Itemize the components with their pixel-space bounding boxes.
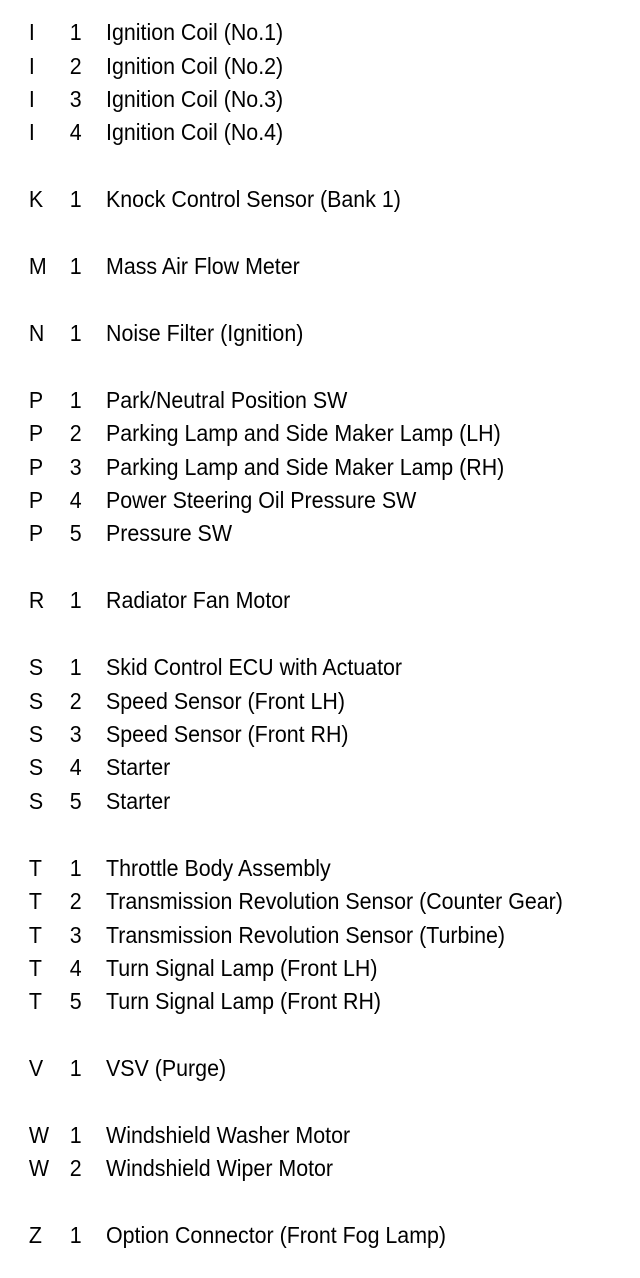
connector-name: Windshield Wiper Motor — [106, 1155, 334, 1182]
connector-row — [0, 1219, 595, 1252]
connector-number: 2 — [69, 420, 82, 447]
connector-code: S — [28, 721, 44, 748]
connector-code: I — [28, 19, 35, 46]
connector-row — [0, 317, 595, 350]
connector-row — [0, 16, 595, 49]
connector-name: Speed Sensor (Front LH) — [106, 687, 345, 714]
connector-code: Z — [28, 1222, 42, 1249]
connector-code: W — [28, 1122, 50, 1149]
connector-code: R — [28, 587, 45, 614]
connector-number: 1 — [69, 19, 82, 46]
connector-name: Starter — [106, 754, 171, 781]
connector-name: Starter — [106, 787, 171, 814]
connector-number: 5 — [69, 988, 82, 1015]
connector-group-p — [0, 384, 640, 551]
connector-row — [0, 852, 595, 885]
connector-code: N — [28, 320, 45, 347]
connector-code: S — [28, 687, 44, 714]
connector-row — [0, 517, 595, 550]
connector-code: S — [28, 654, 44, 681]
connector-row — [0, 584, 595, 617]
connector-name: Radiator Fan Motor — [106, 587, 291, 614]
connector-number: 1 — [69, 386, 82, 413]
connector-name: Parking Lamp and Side Maker Lamp (RH) — [106, 453, 505, 480]
connector-number: 1 — [69, 587, 82, 614]
connector-name: Turn Signal Lamp (Front RH) — [106, 988, 382, 1015]
connector-group-i — [0, 16, 640, 150]
connector-code: I — [28, 52, 35, 79]
connector-row — [0, 985, 595, 1018]
connector-name: Knock Control Sensor (Bank 1) — [106, 186, 401, 213]
connector-number: 3 — [69, 921, 82, 948]
connector-name: Transmission Revolution Sensor (Turbine) — [106, 921, 506, 948]
connector-row — [0, 83, 595, 116]
connector-name: Ignition Coil (No.3) — [106, 85, 284, 112]
connector-code: M — [28, 253, 47, 280]
connector-number: 5 — [69, 787, 82, 814]
connector-row — [0, 116, 595, 149]
connector-name: Option Connector (Front Fog Lamp) — [106, 1222, 447, 1249]
connector-row — [0, 651, 595, 684]
connector-name: Ignition Coil (No.2) — [106, 52, 284, 79]
connector-row — [0, 49, 595, 82]
connector-number: 1 — [69, 654, 82, 681]
connector-row — [0, 785, 595, 818]
connector-row — [0, 250, 595, 283]
connector-code: P — [28, 520, 44, 547]
connector-row — [0, 718, 595, 751]
connector-group-m — [0, 250, 640, 283]
connector-row — [0, 451, 595, 484]
connector-number: 5 — [69, 520, 82, 547]
connector-row — [0, 484, 595, 517]
connector-row — [0, 384, 595, 417]
connector-name: Mass Air Flow Meter — [106, 253, 300, 280]
connector-group-s — [0, 651, 640, 818]
connector-group-z — [0, 1219, 640, 1252]
connector-list — [0, 16, 640, 1253]
connector-name: Park/Neutral Position SW — [106, 386, 348, 413]
connector-group-k — [0, 183, 640, 216]
connector-name: Ignition Coil (No.1) — [106, 19, 284, 46]
connector-row — [0, 751, 595, 784]
connector-name: Pressure SW — [106, 520, 233, 547]
connector-group-n — [0, 317, 640, 350]
connector-number: 1 — [69, 854, 82, 881]
connector-code: P — [28, 487, 44, 514]
connector-group-v — [0, 1052, 640, 1085]
connector-row — [0, 417, 595, 450]
connector-name: Ignition Coil (No.4) — [106, 119, 284, 146]
connector-number: 2 — [69, 888, 82, 915]
connector-code: T — [28, 921, 42, 948]
connector-number: 1 — [69, 1122, 82, 1149]
connector-code: P — [28, 386, 44, 413]
connector-number: 4 — [69, 119, 82, 146]
connector-code: S — [28, 787, 44, 814]
connector-code: K — [28, 186, 44, 213]
connector-code: V — [28, 1055, 44, 1082]
connector-code: T — [28, 854, 42, 881]
connector-name: Windshield Washer Motor — [106, 1122, 351, 1149]
connector-row — [0, 952, 595, 985]
connector-number: 1 — [69, 253, 82, 280]
connector-code: T — [28, 888, 42, 915]
connector-row — [0, 684, 595, 717]
connector-row — [0, 1152, 595, 1185]
connector-code: W — [28, 1155, 50, 1182]
connector-number: 1 — [69, 1055, 82, 1082]
connector-name: Turn Signal Lamp (Front LH) — [106, 954, 378, 981]
connector-group-r — [0, 584, 640, 617]
connector-name: Speed Sensor (Front RH) — [106, 721, 349, 748]
connector-group-w — [0, 1119, 640, 1186]
connector-name: Transmission Revolution Sensor (Counter Gear) — [106, 888, 563, 915]
connector-number: 2 — [69, 52, 82, 79]
connector-code: T — [28, 954, 42, 981]
connector-number: 4 — [69, 487, 82, 514]
connector-code: I — [28, 85, 35, 112]
connector-number: 4 — [69, 754, 82, 781]
connector-row — [0, 183, 595, 216]
connector-row — [0, 1052, 595, 1085]
connector-code: P — [28, 420, 44, 447]
connector-code: S — [28, 754, 44, 781]
connector-code: T — [28, 988, 42, 1015]
connector-code: P — [28, 453, 44, 480]
connector-code: I — [28, 119, 35, 146]
connector-row — [0, 918, 595, 951]
connector-number: 2 — [69, 1155, 82, 1182]
connector-name: Power Steering Oil Pressure SW — [106, 487, 417, 514]
connector-number: 1 — [69, 186, 82, 213]
connector-number: 2 — [69, 687, 82, 714]
connector-name: Throttle Body Assembly — [106, 854, 331, 881]
connector-number: 1 — [69, 320, 82, 347]
connector-name: Skid Control ECU with Actuator — [106, 654, 403, 681]
connector-name: Noise Filter (Ignition) — [106, 320, 304, 347]
connector-row — [0, 1119, 595, 1152]
connector-group-t — [0, 852, 640, 1019]
connector-name: VSV (Purge) — [106, 1055, 227, 1082]
connector-number: 3 — [69, 721, 82, 748]
connector-number: 1 — [69, 1222, 82, 1249]
connector-row — [0, 885, 595, 918]
connector-name: Parking Lamp and Side Maker Lamp (LH) — [106, 420, 501, 447]
connector-number: 4 — [69, 954, 82, 981]
connector-number: 3 — [69, 85, 82, 112]
connector-number: 3 — [69, 453, 82, 480]
